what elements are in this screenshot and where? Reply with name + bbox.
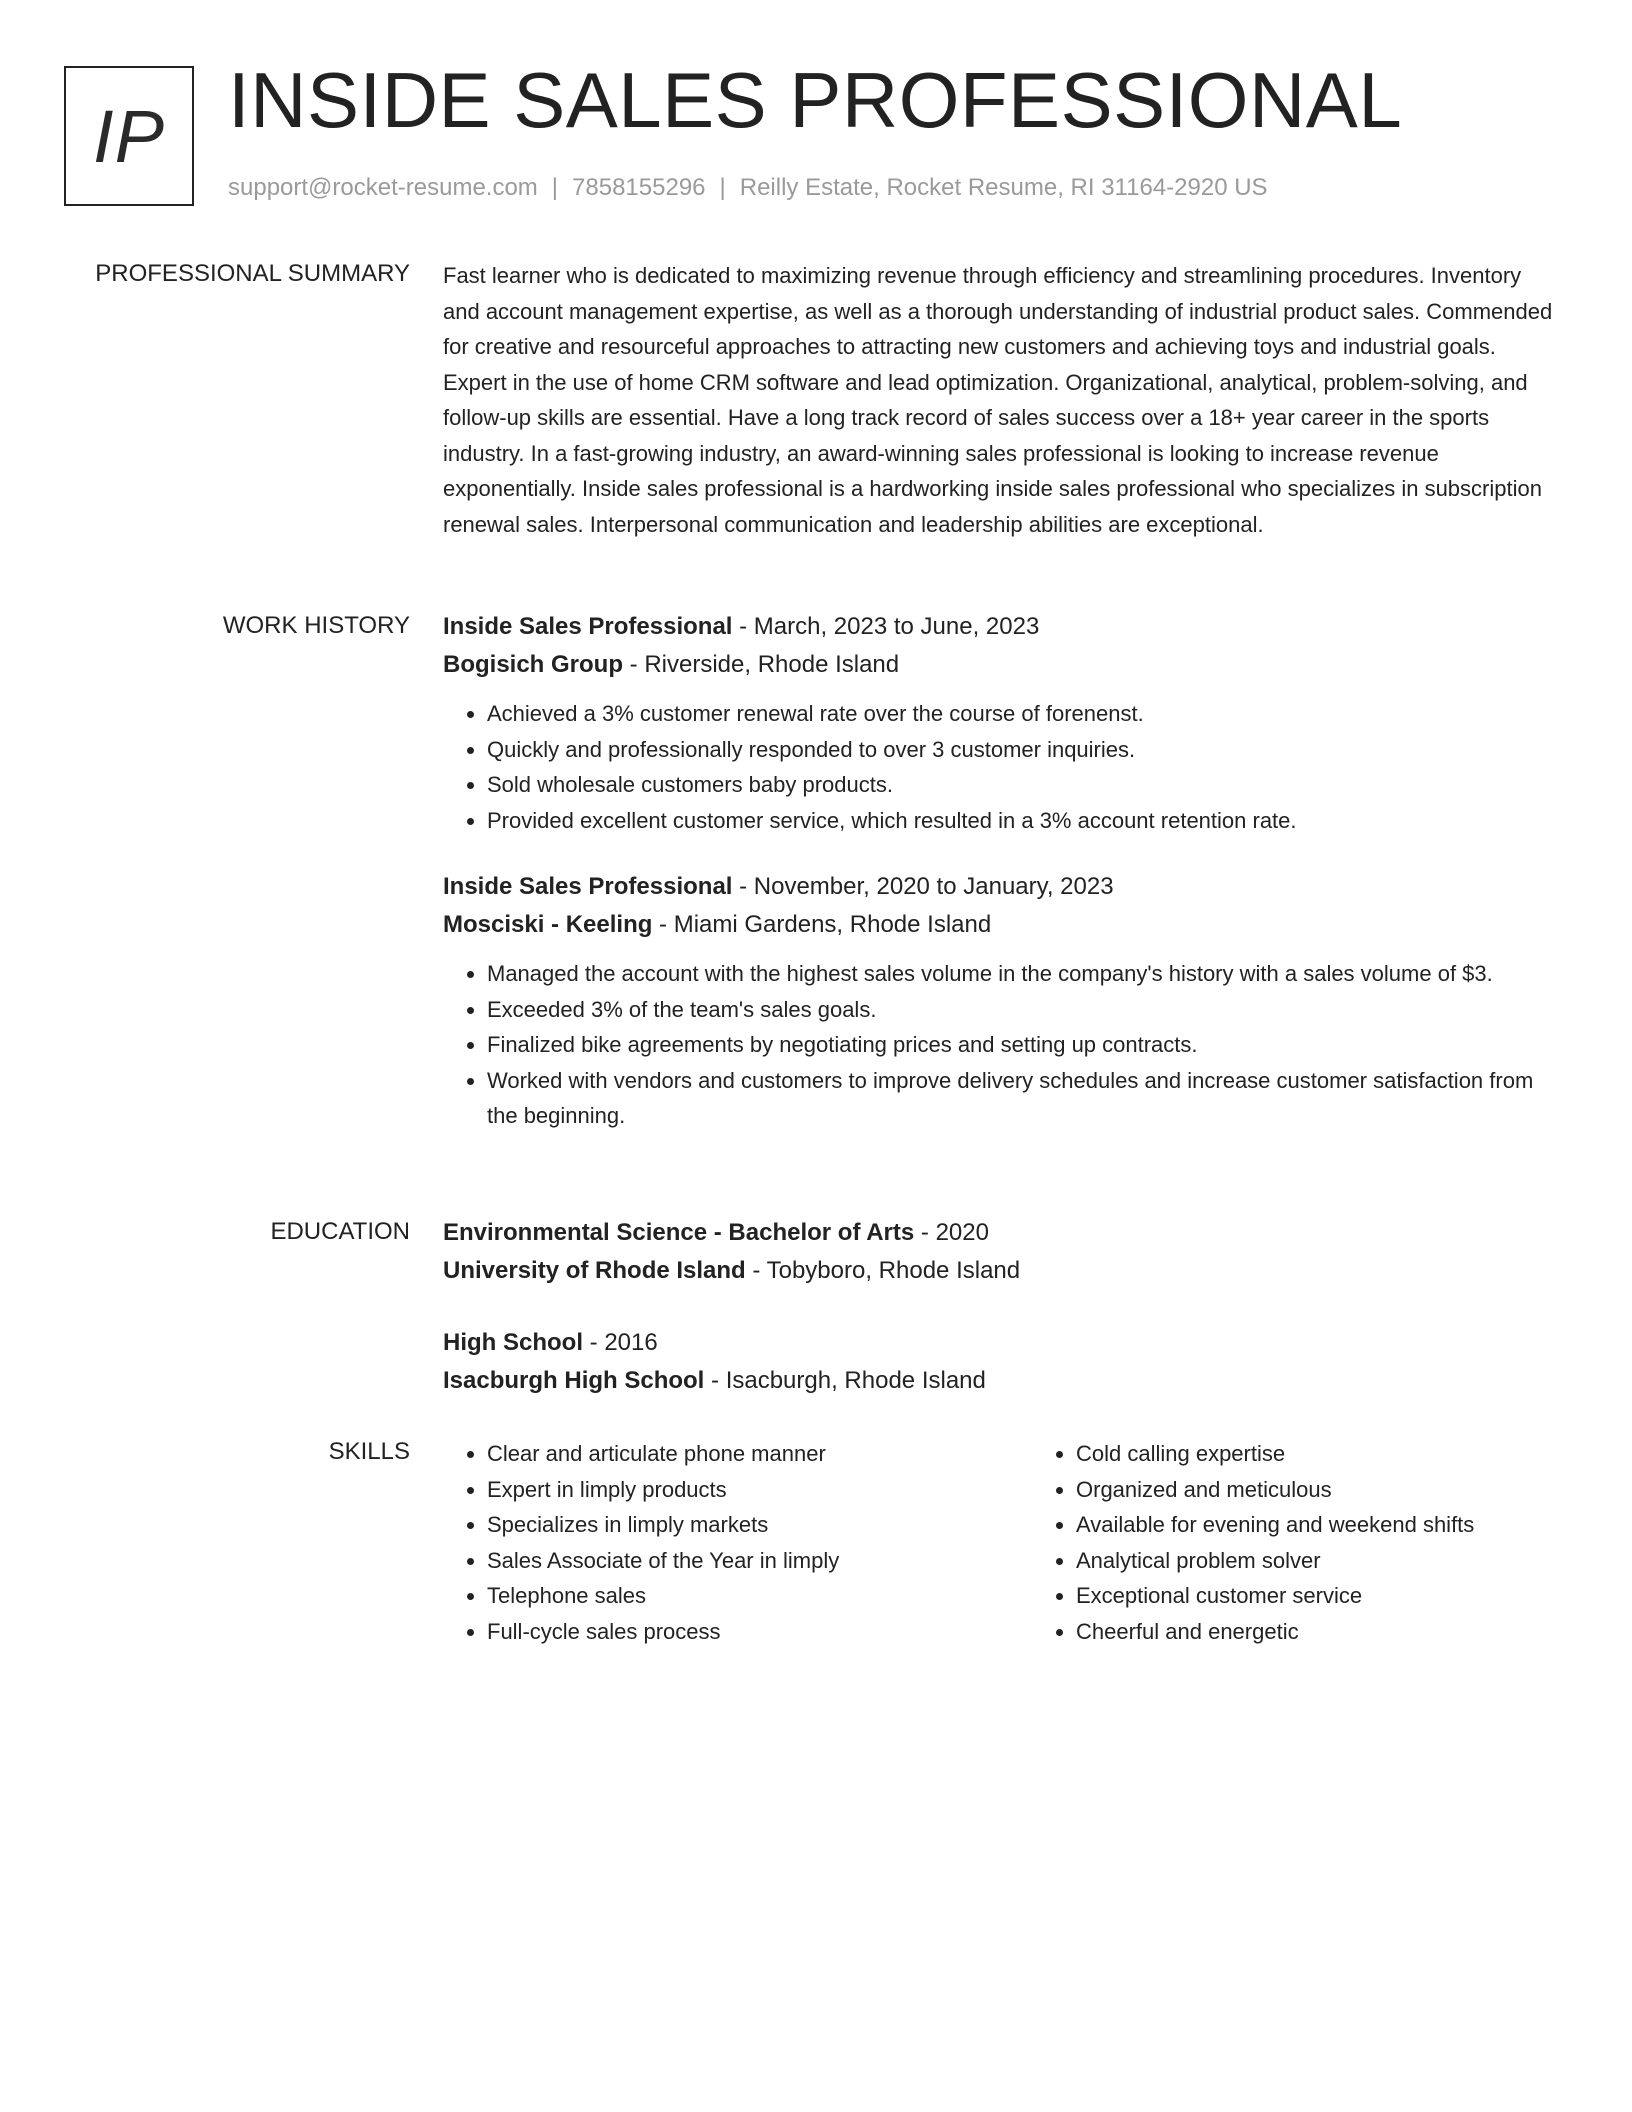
skill-item: • Full-cycle sales process (487, 1614, 1032, 1650)
job-company: Bogisich Group (443, 651, 623, 678)
education-location: - Isacburgh, Rhode Island (704, 1367, 986, 1394)
education-school-line (443, 1362, 1553, 1400)
education-school: University of Rhode Island (443, 1257, 746, 1284)
education-entry (443, 1324, 1553, 1400)
education-degree-line (443, 1214, 1553, 1252)
education-school: Isacburgh High School (443, 1367, 705, 1394)
skill-item: • Available for evening and weekend shifts (1076, 1507, 1474, 1543)
work-history-heading: WORK HISTORY (222, 612, 410, 639)
job-entry (443, 608, 1553, 838)
job-bullet: • Exceeded 3% of the team's sales goals. (487, 992, 1553, 1028)
job-location: - Riverside, Rhode Island (623, 651, 900, 678)
education-degree: Environmental Science - Bachelor of Arts (443, 1219, 915, 1246)
skills-heading: SKILLS (328, 1438, 410, 1465)
skill-item: • Organized and meticulous (1076, 1472, 1474, 1508)
monogram-initials: IP (93, 94, 165, 178)
contact-line (228, 174, 1268, 203)
skill-item: • Sales Associate of the Year in limply (487, 1543, 1032, 1579)
skill-item: • Specializes in limply markets (487, 1507, 1032, 1543)
job-company-line (443, 646, 1553, 684)
job-dates: - March, 2023 to June, 2023 (732, 613, 1040, 640)
job-bullet: • Managed the account with the highest sales volume in the company's history with a sales volume of $3. (487, 956, 1553, 992)
contact-phone: 7858155296 (572, 174, 706, 201)
job-bullet: • Worked with vendors and customers to improve delivery schedules and increase customer satisfaction from the beginning. (487, 1063, 1553, 1134)
skill-item: • Telephone sales (487, 1578, 1032, 1614)
job-bullet: • Sold wholesale customers baby products. (487, 767, 1553, 803)
education-school-line (443, 1252, 1553, 1290)
summary-text: Fast learner who is dedicated to maximizing revenue through efficiency and streamlining procedures. Inventory and account management expertise, as well as a thorough understanding of industrial product sales. Commended for creative and resourceful approaches to attracting new customers and achieving toys and industrial goals. Expert in the use of home CRM software and lead optimization. Organizational, analytical, problem-solving, and follow-up skills are essential. Have a long track record of sales success over a 18+ year career in the sports industry. In a fast-growing industry, an award-winning sales professional is looking to increase revenue exponentially. Inside sales professional is a hardworking inside sales professional who specializes in subscription renewal sales. Interpersonal communication and leadership abilities are exceptional. (443, 263, 1553, 537)
education-entry (443, 1214, 1553, 1290)
job-bullet: • Finalized bike agreements by negotiating prices and setting up contracts. (487, 1027, 1553, 1063)
job-bullets (443, 956, 1553, 1134)
job-bullet: • Quickly and professionally responded to over 3 customer inquiries. (487, 732, 1553, 768)
job-title-line (443, 608, 1553, 646)
education-year: - 2020 (914, 1219, 989, 1246)
job-location: - Miami Gardens, Rhode Island (652, 911, 992, 938)
job-title-line (443, 868, 1553, 906)
skills-list-left (443, 1436, 1032, 1649)
contact-address: Reilly Estate, Rocket Resume, RI 31164-2920 US (739, 174, 1268, 201)
job-bullet: • Achieved a 3% customer renewal rate over the course of forenenst. (487, 696, 1553, 732)
monogram-box (64, 66, 194, 206)
skill-item: • Clear and articulate phone manner (487, 1436, 1032, 1472)
skills-list-right (1032, 1436, 1474, 1649)
education-year: - 2016 (583, 1329, 658, 1356)
skill-item: • Analytical problem solver (1076, 1543, 1474, 1579)
job-role: Inside Sales Professional (443, 873, 733, 900)
contact-separator: | (551, 174, 559, 201)
job-dates: - November, 2020 to January, 2023 (732, 873, 1114, 900)
contact-separator: | (719, 174, 726, 201)
candidate-name: INSIDE SALES PROFESSIONAL (228, 56, 1403, 144)
job-entry (443, 868, 1553, 1134)
skills-columns (443, 1436, 1553, 1649)
summary-heading: PROFESSIONAL SUMMARY (95, 260, 410, 287)
education-location: - Tobyboro, Rhode Island (745, 1257, 1021, 1284)
contact-email: support@rocket-resume.com (228, 174, 538, 201)
education-heading: EDUCATION (270, 1218, 410, 1245)
job-bullet: • Provided excellent customer service, which resulted in a 3% account retention rate. (487, 803, 1553, 839)
skill-item: • Exceptional customer service (1076, 1578, 1474, 1614)
job-company: Mosciski - Keeling (443, 911, 653, 938)
skill-item: • Cheerful and energetic (1076, 1614, 1474, 1650)
skill-item: • Cold calling expertise (1076, 1436, 1474, 1472)
job-bullets (443, 696, 1553, 838)
education-degree: High School (443, 1329, 583, 1356)
job-company-line (443, 906, 1553, 944)
skill-item: • Expert in limply products (487, 1472, 1032, 1508)
job-role: Inside Sales Professional (443, 613, 733, 640)
education-degree-line (443, 1324, 1553, 1362)
